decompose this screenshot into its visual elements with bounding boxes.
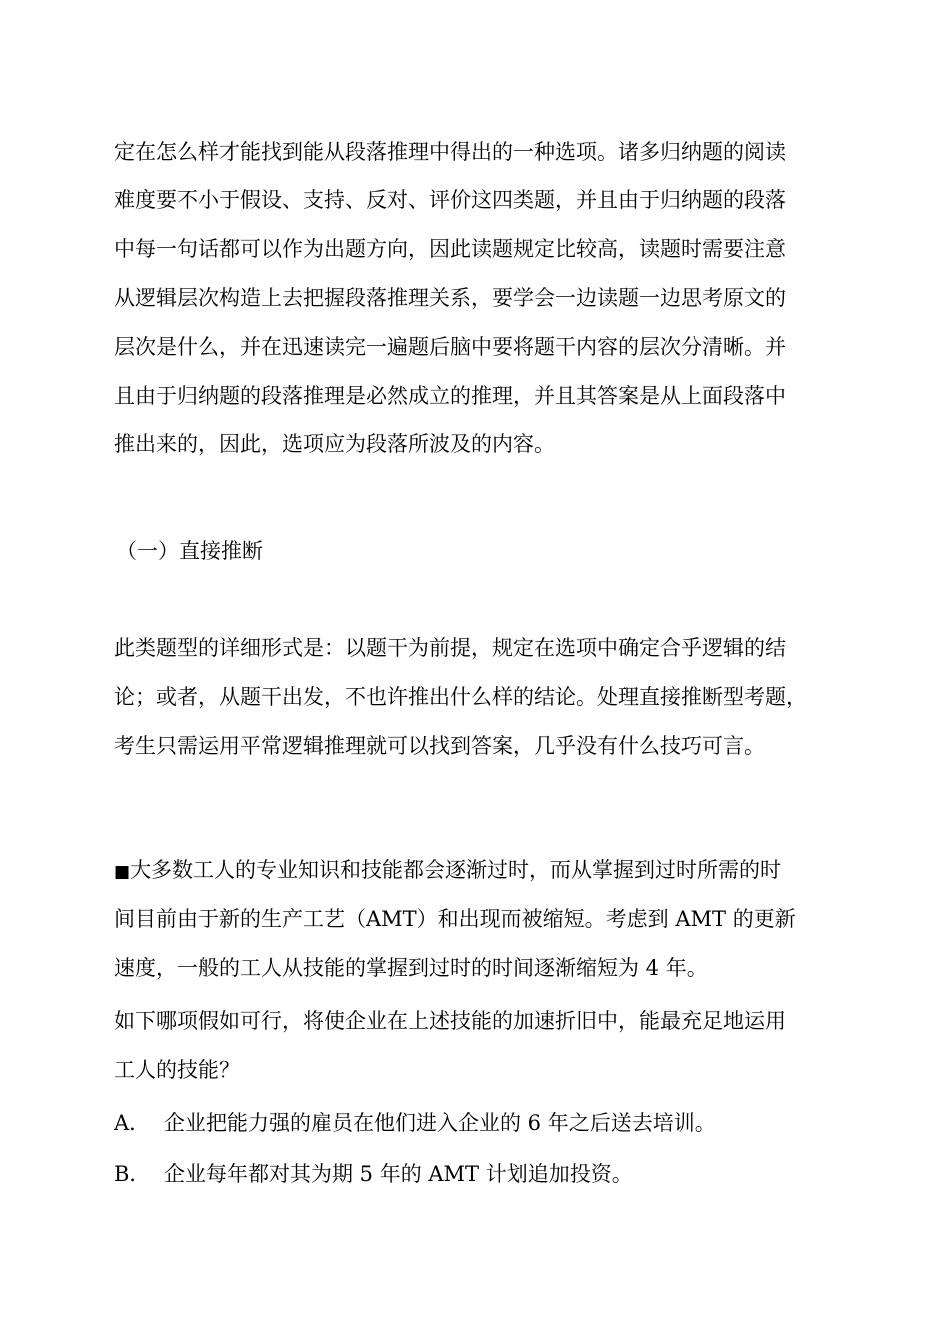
bullet-marker: ■ [114,862,131,882]
question-stem-line [114,856,781,886]
paragraph-line: 定在怎么样才能找到能从段落推理中得出的一种选项。诸多归纳题的阅读 [114,140,786,164]
paragraph-line: 层次是什么，并在迅速读完一遍题后脑中要将题干内容的层次分清晰。并 [114,335,786,359]
section-heading: （一）直接推断 [116,539,263,563]
question-prompt-line: 如下哪项假如可行，将使企业在上述技能的加速折旧中，能最充足地运用 [114,1009,786,1033]
paragraph-line: 中每一句话都可以作为出题方向，因此读题规定比较高，读题时需要注意 [114,237,786,261]
question-prompt-line: 工人的技能？ [114,1058,240,1082]
option-letter: B． [114,1162,151,1186]
paragraph-line: 从逻辑层次构造上去把握段落推理关系，要学会一边读题一边思考原文的 [114,286,786,310]
option-a [114,1109,716,1137]
paragraph-line: 推出来的，因此，选项应为段落所波及的内容。 [114,432,555,456]
option-text: 企业每年都对其为期 5 年的 AMT 计划追加投资。 [164,1162,633,1186]
question-stem-line: 速度，一般的工人从技能的掌握到过时的时间逐渐缩短为 4 年。 [114,956,708,980]
option-text: 企业把能力强的雇员在他们进入企业的 6 年之后送去培训。 [164,1111,716,1135]
paragraph-line: 论；或者，从题干出发，不也许推出什么样的结论。处理直接推断型考题， [114,685,807,709]
paragraph-line: 此类题型的详细形式是：以题干为前提，规定在选项中确定合乎逻辑的结 [114,636,786,660]
paragraph-line: 考生只需运用平常逻辑推理就可以找到答案，几乎没有什么技巧可言。 [114,734,765,758]
option-b [114,1160,633,1188]
paragraph-line: 且由于归纳题的段落推理是必然成立的推理，并且其答案是从上面段落中 [114,384,786,408]
option-letter: A． [114,1111,151,1135]
question-stem-line: 间目前由于新的生产工艺（AMT）和出现而被缩短。考虑到 AMT 的更新 [114,907,796,931]
question-stem-text: 大多数工人的专业知识和技能都会逐渐过时，而从掌握到过时所需的时 [130,858,782,882]
paragraph-line: 难度要不小于假设、支持、反对、评价这四类题，并且由于归纳题的段落 [114,188,786,212]
